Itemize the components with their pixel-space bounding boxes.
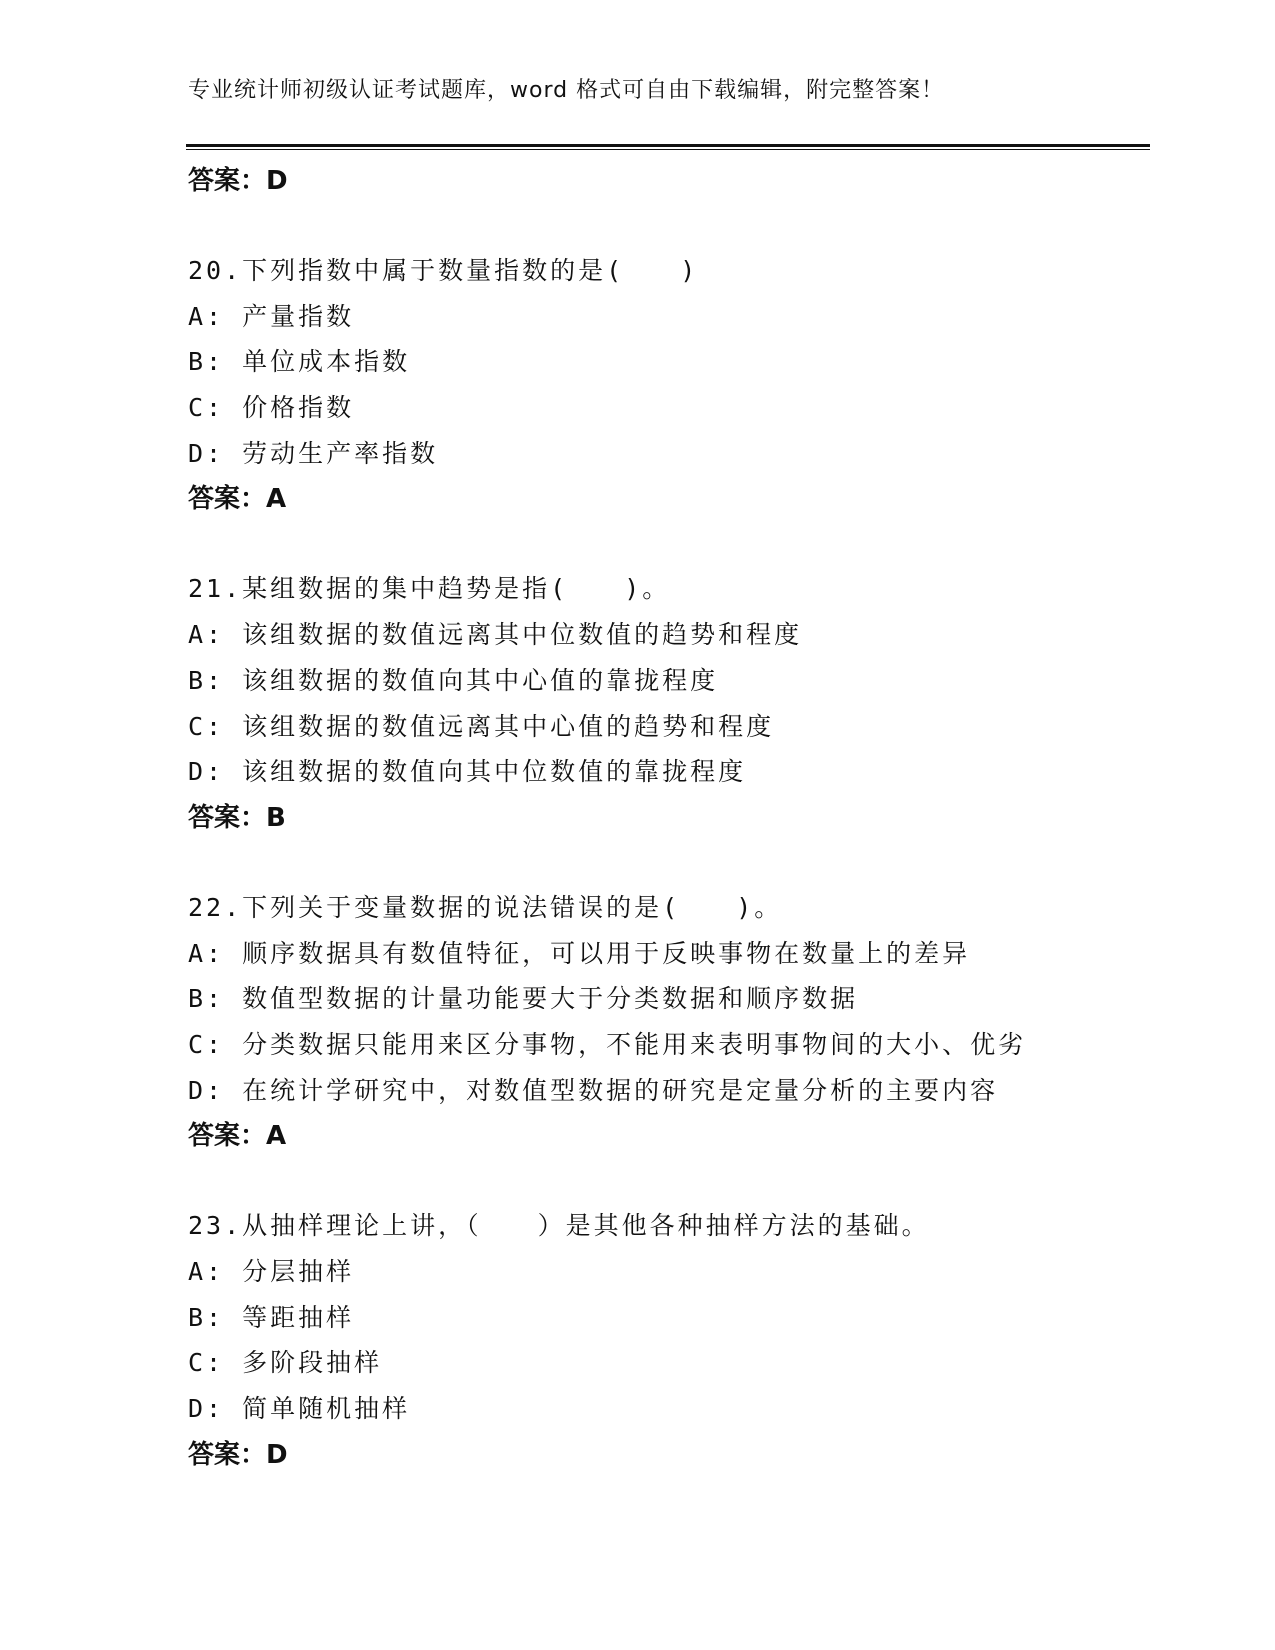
question-stem: 23.从抽样理论上讲，（ ）是其他各种抽样方法的基础。 [188,1211,930,1241]
question-stem: 20.下列指数中属于数量指数的是( ) [188,256,699,285]
answer-line: 答案：B [188,802,286,833]
answer-line: 答案：D [188,1439,288,1470]
option-a: A: 产量指数 [188,301,355,331]
document-body [188,158,1148,1478]
previous-answer: 答案：D [188,166,288,196]
option-d: D: 该组数据的数值向其中位数值的靠拢程度 [188,757,747,787]
header-note: 专业统计师初级认证考试题库，word 格式可自由下载编辑，附完整答案！ [188,78,945,103]
header-rule-thin [186,149,1150,150]
option-c: C: 分类数据只能用来区分事物，不能用来表明事物间的大小、优劣 [188,1029,1027,1059]
question-23 [188,1203,1148,1477]
question-stem: 22.下列关于变量数据的说法错误的是( )。 [188,892,783,922]
answer-line: 答案：A [188,1121,287,1152]
header-rule-thick [186,144,1150,147]
option-b: B: 等距抽样 [188,1302,355,1332]
question-20 [188,248,1148,522]
option-d: D: 在统计学研究中，对数值型数据的研究是定量分析的主要内容 [188,1075,999,1105]
option-b: B: 该组数据的数值向其中心值的靠拢程度 [188,665,719,695]
option-b: B: 单位成本指数 [188,347,411,377]
option-c: C: 该组数据的数值远离其中心值的趋势和程度 [188,711,775,741]
question-22 [188,885,1148,1159]
option-c: C: 多阶段抽样 [188,1348,383,1378]
option-a: A: 该组数据的数值远离其中位数值的趋势和程度 [188,620,803,650]
option-c: C: 价格指数 [188,393,355,423]
answer-line: 答案：A [188,484,287,515]
option-a: A: 分层抽样 [188,1257,355,1286]
option-a: A: 顺序数据具有数值特征，可以用于反映事物在数量上的差异 [188,938,971,968]
question-stem: 21.某组数据的集中趋势是指( )。 [188,574,671,604]
option-d: D: 劳动生产率指数 [188,438,439,468]
question-21 [188,566,1148,840]
option-b: B: 数值型数据的计量功能要大于分类数据和顺序数据 [188,984,859,1014]
option-d: D: 简单随机抽样 [188,1394,411,1424]
